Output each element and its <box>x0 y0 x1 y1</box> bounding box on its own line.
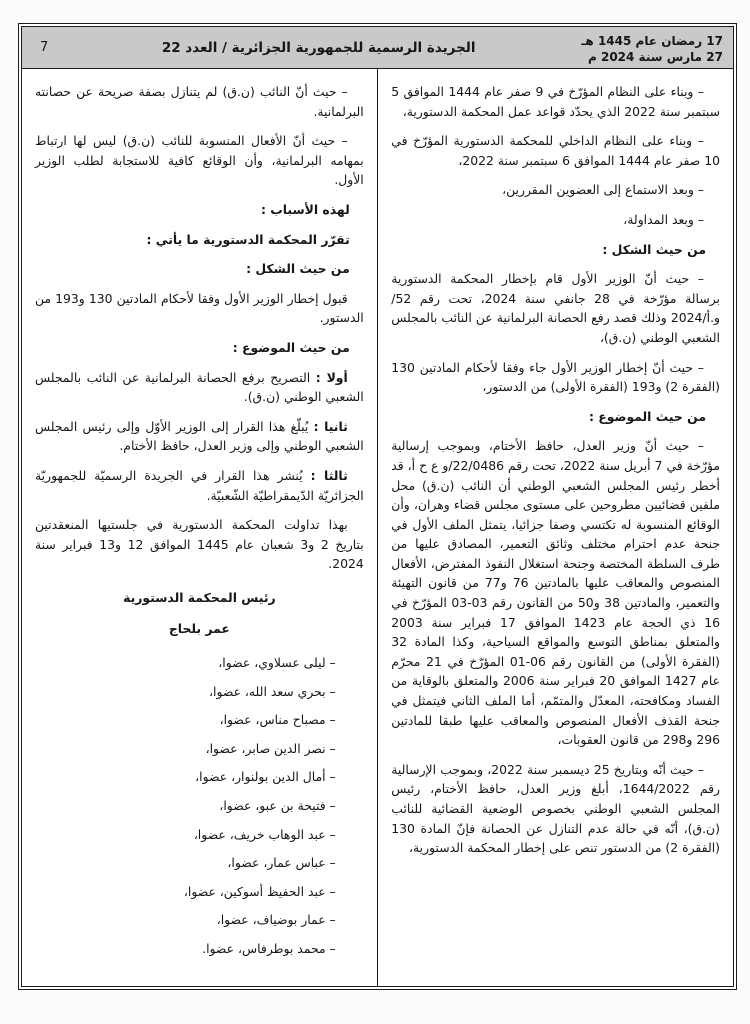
section-heading-subject-right: من حيث الموضوع : <box>588 408 706 424</box>
journal-title: الجريدة الرسمية للجمهورية الجزائرية / العدد 22 <box>161 39 476 56</box>
gregorian-date: 27 مارس سنة 2024 م <box>587 49 723 64</box>
member-item: – مصباح مناس، عضوا، <box>219 712 336 728</box>
item-second-text: يُبلّغ هذا القرار إلى الوزير الأوّل وإلى رئيس المجلس الشعبي الوطني وإلى وزير العدل، حافظ الأختام. <box>35 418 364 454</box>
para-subject-1: – حيث أنّ وزير العدل، حافظ الأختام، وبموجب إرسالية مؤرّخة في 7 أبريل سنة 2022، تحت رقم 22/0486/و ع ح أ، قد أخطر رئيس المجلس الشعبي الوطني أن النائب (ن.ق) محل ملفين قضائيين مطروحين على مستوى مجلس قضاء وهران، وأن الوقائع المنسوبة له تكتسي وصفا جزائيا، يتمثل الملف الأول في جنحة عدم احترام مختلف وثائق التعمير، المصادق عليها من طرف السلطة المختصة وجنحة استغلال النفوذ المفترض، الأفعال المنصوص والمعاقب عليها بالمادتين 76 و77 من قانون التهيئة والتعمير، والمادتين 38 و50 من القانون رقم 03-03 المؤرّخ في 16 ذي الحجة عام 1423 الموافق 17 فبراير سنة 2003 والمتعلق بمناطق التوسع والمواقع السياحية، وكذا المادة 32 (الفقرة الأولى) من القانون رقم 06-01 المؤرّخ في 21 محرّم عام 1427 الموافق 20 فبراير سنة 2006 والمتعلق بالوقاية من الفساد ومكافحته، المعدّل والمتمّم، أما الملف الثاني فيتمثل في جنحة القذف الأفعال المنصوص والمعاقب عليها طبقا للمادتين 296 و298 من قانون العقوبات، <box>391 438 721 748</box>
member-item: – عبد الحفيظ أسوكين، عضوا، <box>183 883 336 899</box>
para-hearing: – وبعد الاستماع إلى العضوين المقررين، <box>502 182 704 198</box>
president-title: رئيس المحكمة الدستورية <box>123 589 276 605</box>
para-sessions: بهذا تداولت المحكمة الدستورية في جلستيها المنعقدتين بتاريخ 2 و3 شعبان عام 1445 الموافق 12 و13 فبراير سنة 2024. <box>35 517 364 572</box>
member-item: – نصر الدين صابر، عضوا، <box>205 740 336 756</box>
para-form-2: – حيث أنّ إخطار الوزير الأول جاء وفقا لأحكام المادتين 130 (الفقرة 2) و193 (الفقرة الأولى) من الدستور، <box>391 359 720 395</box>
item-second-label: ثانيا : <box>313 418 348 434</box>
member-item: – محمد بوطرفاس، عضوا. <box>202 941 336 956</box>
member-item: – عباس عمار، عضوا، <box>227 855 336 871</box>
left-column <box>22 69 377 986</box>
right-column <box>378 69 733 986</box>
item-third-text: يُنشر هذا القرار في الجريدة الرسميّة للجمهوريّة الجزائريّة الدّيمقراطيّة الشّعبيّة. <box>35 467 364 503</box>
president-name: عمر بلحاج <box>168 621 230 637</box>
section-heading-reasons: لهذه الأسباب : <box>261 201 350 217</box>
member-item: – عمار بوضياف، عضوا، <box>216 912 336 928</box>
decision-item-second <box>35 417 364 456</box>
para-regulation-2: – وبناء على النظام الداخلي للمحكمة الدستورية المؤرّخ في 10 صفر عام 1444 الموافق 6 سبتمبر سنة 2022، <box>391 133 720 168</box>
section-heading-subject-left: من حيث الموضوع : <box>232 339 350 355</box>
page-frame-inner <box>21 26 734 987</box>
journal-header <box>22 27 733 69</box>
section-heading-form-right: من حيث الشكل : <box>602 241 706 257</box>
decision-item-first <box>35 368 364 407</box>
column-divider <box>377 69 379 986</box>
hijri-date: 17 رمضان عام 1445 هـ <box>581 33 723 48</box>
member-item: – بحري سعد الله، عضوا، <box>209 683 336 699</box>
decision-item-third <box>35 466 364 505</box>
para-regulation-1: – وبناء على النظام المؤرّخ في 9 صفر عام 1444 الموافق 5 سبتمبر سنة 2022 الذي يحدّد قواعد عمل المحكمة الدستورية، <box>391 84 720 119</box>
section-heading-form-left: من حيث الشكل : <box>246 261 350 277</box>
page-body <box>22 69 733 986</box>
item-third-label: ثالثا : <box>310 467 348 483</box>
member-item: – عبد الوهاب خريف، عضوا، <box>193 826 336 842</box>
item-first-text: التصريح برفع الحصانة البرلمانية عن النائب بالمجلس الشعبي الوطني (ن.ق). <box>35 369 364 405</box>
para-form-1: – حيث أنّ الوزير الأول قام بإخطار المحكمة الدستورية برسالة مؤرّخة في 28 جانفي سنة 2024، تحت رقم 52/و.أ/2024 وذلك قصد رفع الحصانة البرلمانية عن النائب بالمجلس الشعبي الوطني (ن.ق)، <box>391 271 720 345</box>
para-form-acceptance: قبول إخطار الوزير الأول وفقا لأحكام المادتين 130 و193 من الدستور. <box>35 290 364 326</box>
para-acts: – حيث أنّ الأفعال المنسوبة للنائب (ن.ق) ليس لها ارتباط بمهامه البرلمانية، وأن الوقائع كافية للاستجابة لطلب الوزير الأول. <box>35 133 364 188</box>
member-item: – فتيحة بن عبو، عضوا، <box>219 798 336 814</box>
header-dates <box>581 31 733 65</box>
page-number: 7 <box>40 40 49 55</box>
para-subject-2: – حيث أنّه وبتاريخ 25 ديسمبر سنة 2022، وبموجب الإرسالية رقم 1644/2022، أبلغ وزير العدل، حافظ الأختام، رئيس المجلس الشعبي الوطني بخصوص الوضعية القضائية للنائب (ن.ق)، أنّه في حالة عدم التنازل عن الحصانة فإنّ المادة 130 (الفقرة 2) من الدستور تنص على إخطار المحكمة الدستورية، <box>391 761 720 856</box>
para-deliberation: – وبعد المداولة، <box>623 211 704 227</box>
section-heading-decision: تقرّر المحكمة الدستورية ما يأتي : <box>146 231 350 247</box>
para-waiver: – حيث أنّ النائب (ن.ق) لم يتنازل بصفة صريحة عن حصانته البرلمانية. <box>35 84 364 119</box>
item-first-label: أولا : <box>315 369 348 385</box>
page-frame-outer <box>18 23 737 990</box>
member-item: – ليلى عسلاوي، عضوا، <box>218 655 336 671</box>
member-item: – أمال الدين بولنوار، عضوا، <box>195 769 336 785</box>
